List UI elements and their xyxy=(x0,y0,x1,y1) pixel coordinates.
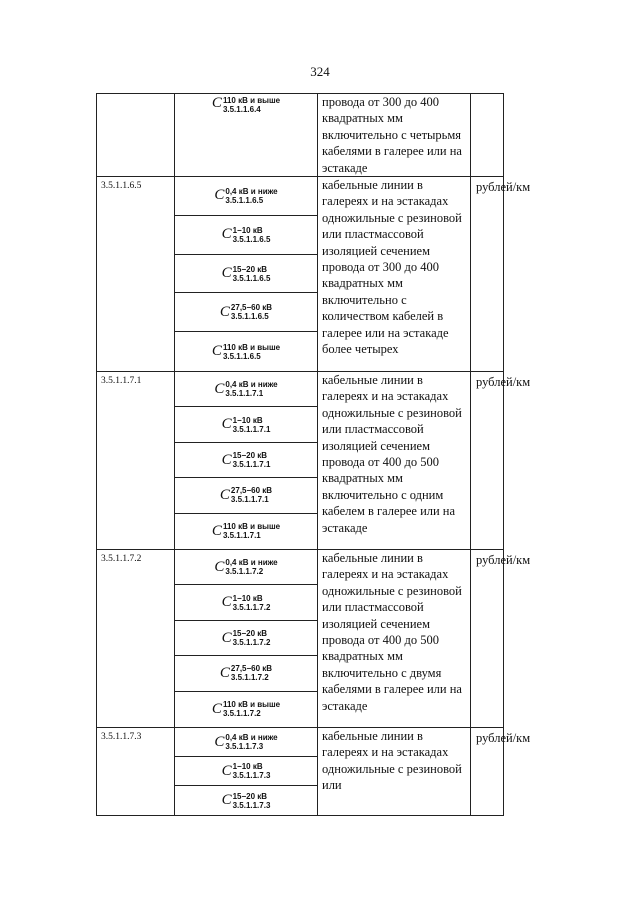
rate-formula xyxy=(175,585,317,620)
rate-index: 3.5.1.1.7.1 xyxy=(232,460,271,469)
rate-symbol: C xyxy=(219,664,230,681)
rate-indices xyxy=(231,486,272,504)
voltage-class: 27,5−60 кВ xyxy=(230,303,273,313)
rate-index: 3.5.1.1.6.5 xyxy=(230,312,269,322)
formula-cell xyxy=(175,550,318,728)
rate-index: 3.5.1.1.7.1 xyxy=(230,495,269,505)
unit-of-measure xyxy=(471,94,504,177)
table-row xyxy=(97,550,504,728)
rate-indices xyxy=(223,343,280,361)
voltage-class: 15−20 кВ xyxy=(232,629,268,638)
voltage-class: 110 кВ и выше xyxy=(222,522,281,532)
rate-indices xyxy=(233,451,271,469)
table-row xyxy=(97,372,504,550)
rate-indices xyxy=(233,594,271,612)
rate-indices xyxy=(223,96,280,114)
rate-indices xyxy=(233,265,271,283)
rate-symbol: C xyxy=(221,265,232,282)
voltage-class: 15−20 кВ xyxy=(232,791,268,801)
rate-indices xyxy=(231,664,272,682)
rate-formula xyxy=(175,757,317,786)
rate-symbol: C xyxy=(214,558,225,575)
rate-symbol: C xyxy=(221,416,232,433)
rate-indices xyxy=(225,733,277,751)
rate-formula xyxy=(175,621,317,656)
rate-symbol: C xyxy=(221,629,232,646)
rate-formula xyxy=(175,786,317,815)
voltage-class: 27,5−60 кВ xyxy=(230,486,273,496)
rate-symbol: C xyxy=(221,792,232,809)
rate-formula xyxy=(175,94,317,174)
rate-indices xyxy=(225,558,277,576)
rate-symbol: C xyxy=(214,733,225,750)
rate-symbol: C xyxy=(214,187,225,204)
rate-formula xyxy=(175,656,317,691)
voltage-class: 27,5−60 кВ xyxy=(230,664,273,674)
tariff-table xyxy=(96,93,531,816)
voltage-class: 0,4 кВ и ниже xyxy=(225,380,278,390)
formula-cell xyxy=(175,177,318,372)
voltage-class: 0,4 кВ и ниже xyxy=(225,558,278,568)
item-code: 3.5.1.1.7.1 xyxy=(97,372,175,550)
rate-formula xyxy=(175,407,317,442)
rate-indices xyxy=(233,792,271,810)
voltage-class: 0,4 кВ и ниже xyxy=(225,733,278,743)
rate-symbol: C xyxy=(219,303,230,320)
item-code: 3.5.1.1.7.3 xyxy=(97,728,175,816)
voltage-class: 15−20 кВ xyxy=(232,451,268,460)
rate-index: 3.5.1.1.7.1 xyxy=(225,389,264,399)
rate-symbol: C xyxy=(221,762,232,779)
rate-symbol: C xyxy=(211,95,222,111)
rate-indices xyxy=(225,380,277,398)
rate-index: 3.5.1.1.7.2 xyxy=(225,567,264,577)
rate-symbol: C xyxy=(221,226,232,243)
rate-index: 3.5.1.1.7.2 xyxy=(230,673,269,683)
unit-of-measure: рублей/км xyxy=(471,177,504,372)
unit-of-measure: рублей/км xyxy=(471,550,504,728)
rate-indices xyxy=(233,629,271,647)
item-description: провода от 300 до 400 квадратных мм включительно с четырьмя кабелями в галерее или на эстакаде xyxy=(318,94,471,177)
rate-formula xyxy=(175,372,317,407)
rate-formula xyxy=(175,514,317,549)
item-description: кабельные линии в галереях и на эстакадах одножильные с резиновой или пластмассовой изоляцией сечением провода от 300 до 400 квадратных мм включительно с количеством кабелей в галерее или на эстакаде более четырех xyxy=(318,177,471,372)
tariff-table-body xyxy=(97,94,531,816)
voltage-class: 1−10 кВ xyxy=(232,225,263,235)
rate-indices xyxy=(225,187,277,205)
rate-symbol: C xyxy=(211,700,222,717)
formula-cell xyxy=(175,372,318,550)
rate-indices xyxy=(233,226,271,244)
voltage-class: 1−10 кВ xyxy=(232,415,263,425)
rate-symbol: C xyxy=(211,343,222,360)
rate-formula xyxy=(175,728,317,757)
rate-formula xyxy=(175,478,317,513)
rate-index: 3.5.1.1.6.4 xyxy=(222,105,261,114)
rate-formula xyxy=(175,692,317,727)
unit-of-measure: рублей/км xyxy=(471,372,504,550)
voltage-class: 1−10 кВ xyxy=(232,762,263,772)
voltage-class: 110 кВ и выше xyxy=(222,700,281,710)
rate-formula xyxy=(175,255,317,294)
formula-cell xyxy=(175,94,318,177)
rate-indices xyxy=(233,762,271,780)
voltage-class: 0,4 кВ и ниже xyxy=(225,186,278,196)
rate-indices xyxy=(231,303,272,321)
rate-index: 3.5.1.1.7.1 xyxy=(232,424,271,434)
item-code xyxy=(97,94,175,177)
table-row xyxy=(97,728,504,816)
rate-index: 3.5.1.1.7.2 xyxy=(232,638,271,647)
item-code: 3.5.1.1.7.2 xyxy=(97,550,175,728)
rate-index: 3.5.1.1.7.3 xyxy=(225,742,264,752)
page-number: 324 xyxy=(310,64,330,79)
rate-formula xyxy=(175,443,317,478)
rate-indices xyxy=(223,700,280,718)
table-row xyxy=(97,177,504,372)
rate-symbol: C xyxy=(219,486,230,503)
rate-indices xyxy=(223,522,280,540)
item-code: 3.5.1.1.6.5 xyxy=(97,177,175,372)
rate-index: 3.5.1.1.6.5 xyxy=(225,195,264,205)
voltage-class: 110 кВ и выше xyxy=(222,96,281,105)
rate-index: 3.5.1.1.7.2 xyxy=(232,602,271,612)
rate-formula xyxy=(175,332,317,371)
rate-indices xyxy=(233,416,271,434)
rate-formula xyxy=(175,293,317,332)
rate-formula xyxy=(175,177,317,216)
rate-symbol: C xyxy=(211,522,222,539)
rate-index: 3.5.1.1.6.5 xyxy=(222,351,261,361)
rate-index: 3.5.1.1.7.1 xyxy=(222,531,261,541)
rate-formula xyxy=(175,216,317,255)
item-description: кабельные линии в галереях и на эстакадах одножильные с резиновой или xyxy=(318,728,471,816)
rate-index: 3.5.1.1.7.3 xyxy=(232,800,271,810)
formula-cell xyxy=(175,728,318,816)
voltage-class: 110 кВ и выше xyxy=(222,342,281,352)
rate-formula xyxy=(175,550,317,585)
rate-index: 3.5.1.1.7.3 xyxy=(232,771,271,781)
rate-symbol: C xyxy=(214,380,225,397)
item-description: кабельные линии в галереях и на эстакадах одножильные с резиновой или пластмассовой изоляцией сечением провода от 400 до 500 квадратных мм включительно с двумя кабелями в галерее или на эстакаде xyxy=(318,550,471,728)
item-description: кабельные линии в галереях и на эстакадах одножильные с резиновой или пластмассовой изоляцией сечением провода от 400 до 500 квадратных мм включительно с одним кабелем в галерее или на эстакаде xyxy=(318,372,471,550)
table-row xyxy=(97,94,504,177)
rate-index: 3.5.1.1.6.5 xyxy=(232,234,271,244)
rate-index: 3.5.1.1.7.2 xyxy=(222,709,261,719)
voltage-class: 1−10 кВ xyxy=(232,593,263,603)
voltage-class: 15−20 кВ xyxy=(232,264,268,274)
unit-of-measure: рублей/км xyxy=(471,728,504,816)
rate-index: 3.5.1.1.6.5 xyxy=(232,273,271,283)
rate-symbol: C xyxy=(221,451,232,468)
rate-symbol: C xyxy=(221,594,232,611)
